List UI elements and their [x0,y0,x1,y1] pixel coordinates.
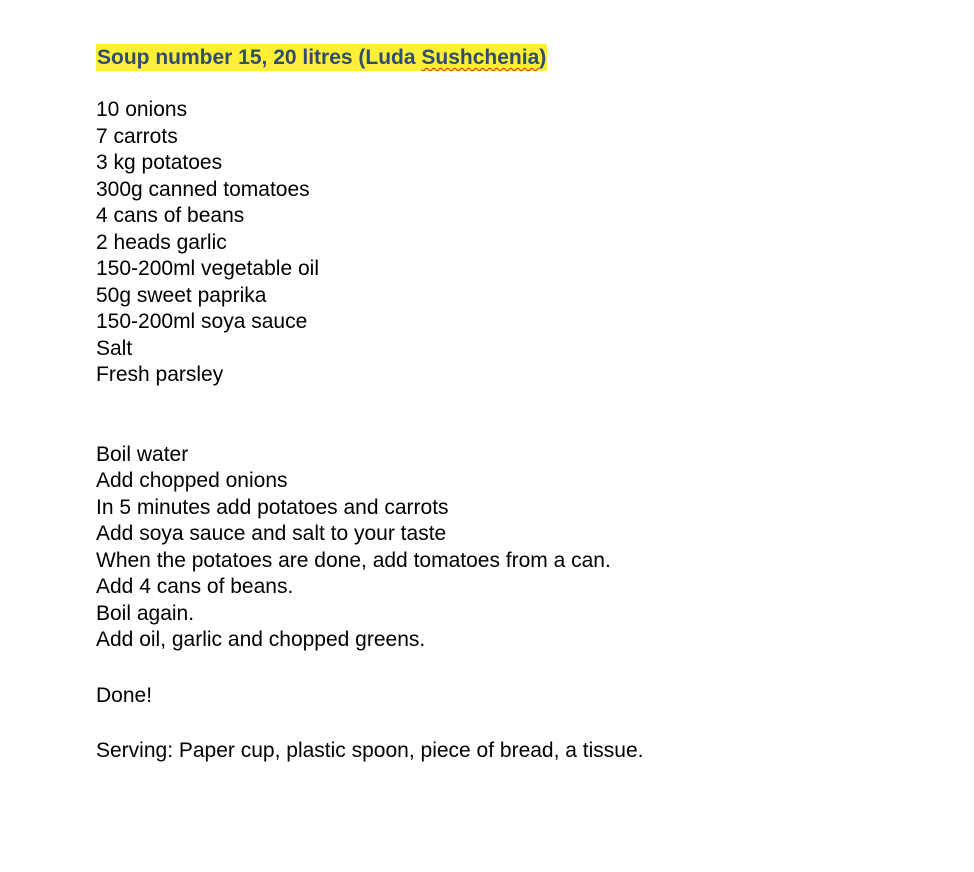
ingredient-item: 150-200ml soya sauce [96,310,308,333]
serving-line: Serving: Paper cup, plastic spoon, piece of bread, a tissue. [96,739,644,762]
document-page [96,44,956,765]
ingredient-item: 50g sweet paprika [96,283,267,307]
ingredient-item: 3 kg potatoes [96,151,223,174]
recipe-title [96,44,547,71]
ingredient-item: 4 cans of beans [96,204,245,227]
ingredient-item: 150-200ml vegetable oil [96,257,319,280]
ingredient-item: Salt [96,336,133,360]
step-list [96,442,956,654]
step-item: In 5 minutes add potatoes and carrots [96,495,449,519]
ingredient-item: 2 heads garlic [96,230,227,254]
step-item: Boil water [96,442,189,466]
step-item: Boil again. [96,601,195,625]
ingredient-item: 7 carrots [96,124,178,148]
recipe-title-author-name: Sushchenia [421,46,540,69]
step-item: Add soya sauce and salt to your taste [96,522,447,545]
step-item: Add chopped onions [96,469,288,492]
ingredient-list [96,97,956,389]
step-item: When the potatoes are done, add tomatoes from a can. [96,548,611,572]
ingredient-item: 10 onions [96,98,188,121]
ingredient-item: Fresh parsley [96,363,224,386]
recipe-title-main: Soup number 15, 20 litres (Luda [97,46,422,69]
recipe-title-close-paren: ) [539,46,547,69]
step-item: Add 4 cans of beans. [96,575,294,598]
done-line: Done! [96,683,153,707]
ingredient-item: 300g canned tomatoes [96,177,310,201]
step-item: Add oil, garlic and chopped greens. [96,628,426,651]
